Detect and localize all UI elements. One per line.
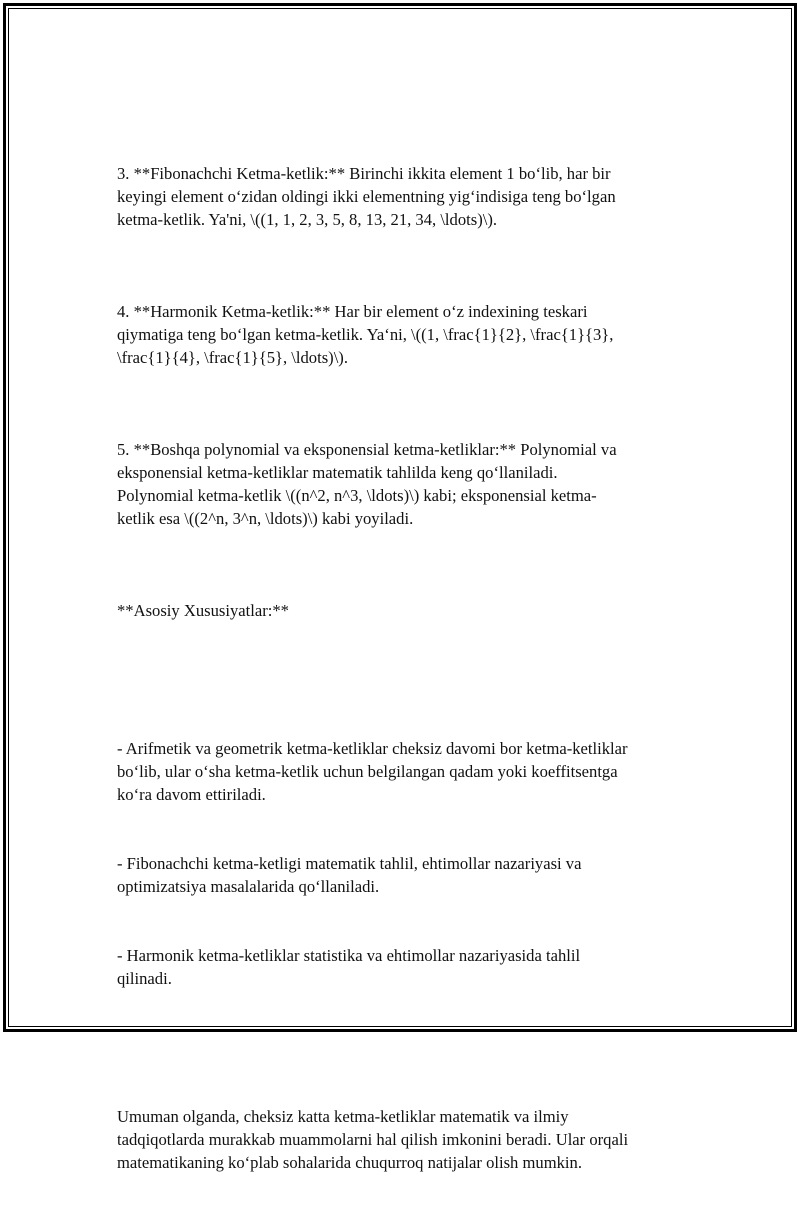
paragraph-harmonic: 4. **Harmonik Ketma-ketlik:** Har bir element o‘z indexining teskari qiymatiga teng bo‘lgan ketma-ketlik. Ya‘ni, \((1, \frac{1}{2}, \frac{1}{3}, \frac{1}{4}, \frac{1}{5}, \ldots)\). xyxy=(117,302,614,367)
paragraph-polynomial-exponential: 5. **Boshqa polynomial va eksponensial ketma-ketliklar:** Polynomial va eksponensial ketma-ketliklar matematik tahlilda keng qo‘llaniladi. Polynomial ketma-ketlik \((n^2, n^3, \ldots)\) kabi; eksponensial ketma- ketlik esa \((2^n, 3^n, \ldots)\) kabi yoyiladi. xyxy=(117,440,617,528)
paragraph-fibonacci: 3. **Fibonachchi Ketma-ketlik:** Birinchi ikkita element 1 bo‘lib, har bir keyingi element o‘zidan oldingi ikki elementning yig‘indisiga teng bo‘lgan ketma-ketlik. Ya'ni, \((1, 1, 2, 3, 5, 8, 13, 21, 34, \ldots)\). xyxy=(117,164,616,229)
paragraph-conclusion: Umuman olganda, cheksiz katta ketma-ketliklar matematik va ilmiy tadqiqotlarda murakkab muammolarni hal qilish imkonini beradi. Ular orqali matematikaning ko‘plab sohalarida chuqurroq natijalar olish mumkin. xyxy=(117,1107,629,1172)
list-item: - Arifmetik va geometrik ketma-ketliklar cheksiz davomi bor ketma-ketliklar bo‘lib, ular o‘sha ketma-ketlik uchun belgilangan qadam yoki koeffitsentga ko‘ra davom ettiriladi. xyxy=(117,739,628,804)
list-item: - Fibonachchi ketma-ketligi matematik tahlil, ehtimollar nazariyasi va optimizatsiya masalalarida qo‘llaniladi. xyxy=(117,854,582,896)
section-heading-main-properties: **Asosiy Xususiyatlar:** xyxy=(117,601,289,620)
list-item: - Harmonik ketma-ketliklar statistika va ehtimollar nazariyasida tahlil qilinadi. xyxy=(117,946,581,988)
document-body xyxy=(117,116,687,1220)
bullet-list xyxy=(117,691,687,1036)
